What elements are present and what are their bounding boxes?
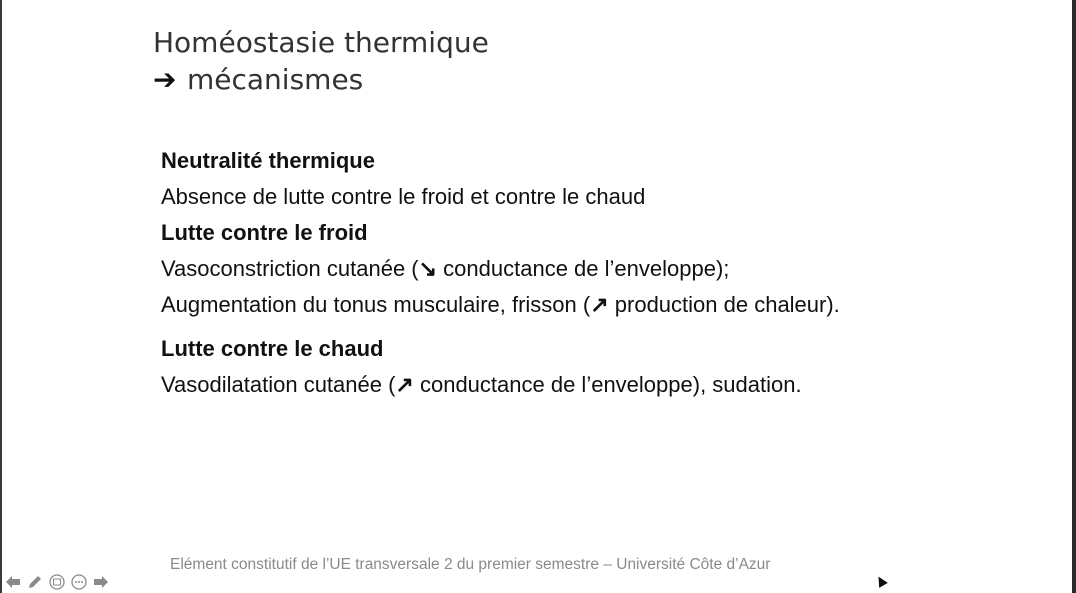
section-line <box>161 367 840 403</box>
previous-arrow-icon[interactable] <box>4 573 22 591</box>
line-text-pre: Augmentation du tonus musculaire, frisson ( <box>161 292 591 317</box>
title-line-2: mécanismes <box>187 63 364 96</box>
up-right-arrow-icon: ↗ <box>590 292 609 317</box>
line-text-post: production de chaleur). <box>608 292 840 317</box>
slides-icon[interactable] <box>48 573 66 591</box>
section-heading: Neutralité thermique <box>161 148 375 173</box>
section-heading: Lutte contre le froid <box>161 220 368 245</box>
line-text-pre: Vasoconstriction cutanée ( <box>161 256 419 281</box>
title-line-1: Homéostasie thermique <box>153 26 489 59</box>
down-right-arrow-icon: ↘ <box>418 256 438 281</box>
next-arrow-icon[interactable] <box>92 573 110 591</box>
section-line: Absence de lutte contre le froid et contre le chaud <box>161 184 646 209</box>
pen-icon[interactable] <box>26 573 44 591</box>
title-line-2-row <box>153 61 489 98</box>
section-line <box>161 251 840 287</box>
window-edge <box>1072 0 1076 593</box>
slide-footer: Elément constitutif de l’UE transversale 2 du premier semestre – Université Côte d’Azur <box>170 556 771 573</box>
right-arrow-icon: ➔ <box>153 63 177 96</box>
line-text-post: conductance de l’enveloppe); <box>437 256 730 281</box>
slide-content <box>161 143 840 403</box>
slide <box>2 0 1072 593</box>
more-icon[interactable] <box>70 573 88 591</box>
slide-title <box>153 24 489 98</box>
line-text-post: conductance de l’enveloppe), sudation. <box>413 372 802 397</box>
line-text-pre: Vasodilatation cutanée ( <box>161 372 396 397</box>
up-right-arrow-icon: ↗ <box>395 372 414 397</box>
section-line <box>161 287 840 323</box>
presentation-controls <box>4 572 110 592</box>
section-heading: Lutte contre le chaud <box>161 336 384 361</box>
